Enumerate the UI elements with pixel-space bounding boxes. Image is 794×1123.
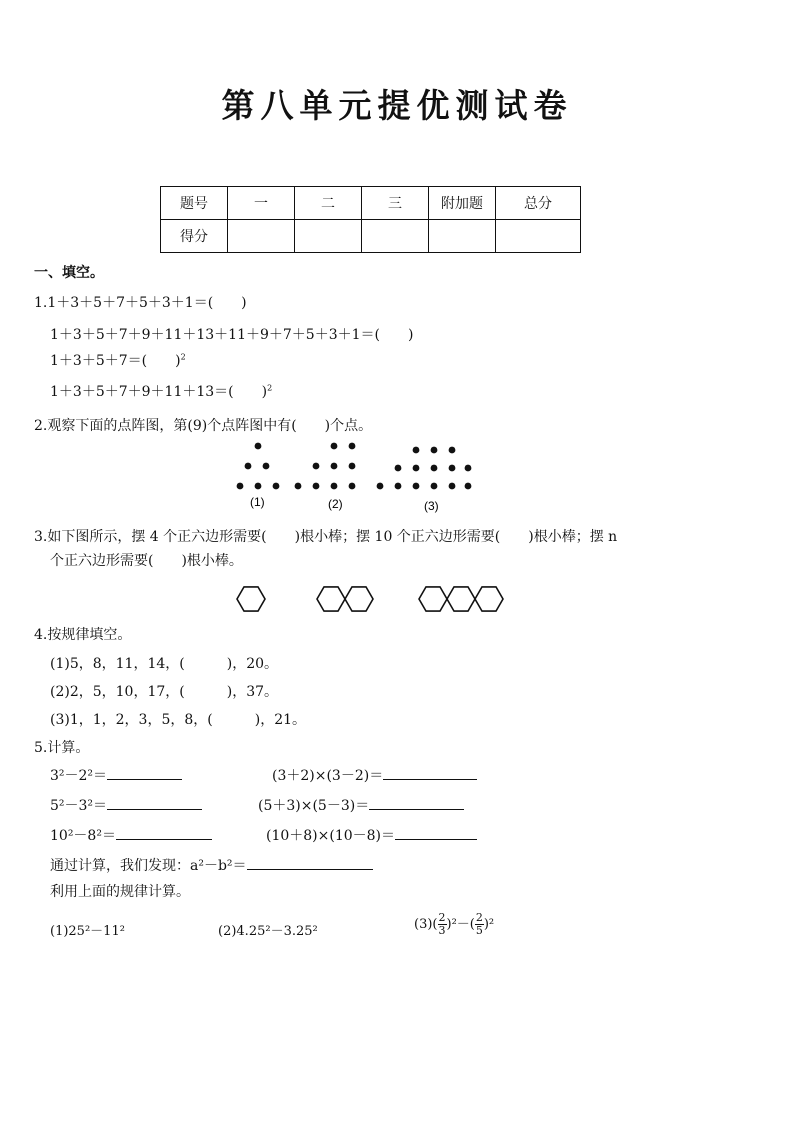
q5-problem-3 — [414, 912, 494, 937]
answer-line[interactable] — [116, 838, 212, 840]
discover-text: 通过计算，我们发现：a²－b²＝ — [50, 858, 247, 874]
dot — [395, 483, 402, 490]
dot — [313, 483, 320, 490]
hexagon — [345, 587, 373, 611]
answer-line[interactable] — [383, 778, 477, 780]
fraction — [438, 912, 447, 937]
expr-text: (3)( — [414, 917, 438, 932]
hexagon-figure — [230, 578, 520, 620]
superscript: 2 — [180, 352, 186, 362]
score-table-header-row — [161, 187, 581, 220]
figure-label: (2) — [328, 497, 343, 511]
q1-line-2: 1＋3＋5＋7＋9＋11＋13＋11＋9＋7＋5＋3＋1＝( ) — [50, 327, 414, 343]
score-cell: 总分 — [496, 187, 581, 220]
q4-item: (3)1，1，2，3，5，8，( )，21。 — [50, 712, 307, 728]
dot — [245, 463, 252, 470]
q1-line-1: 1.1＋3＋5＋7＋5＋3＋1＝( ) — [34, 295, 247, 311]
score-input-cell[interactable] — [295, 220, 362, 253]
answer-line[interactable] — [107, 808, 202, 810]
dot — [449, 483, 456, 490]
fraction-numerator: 2 — [438, 911, 446, 924]
dot — [295, 483, 302, 490]
hexagon — [475, 587, 503, 611]
q5-use: 利用上面的规律计算。 — [50, 884, 190, 900]
score-input-cell[interactable] — [496, 220, 581, 253]
dot — [349, 483, 356, 490]
dot — [413, 483, 420, 490]
fraction-denominator: 3 — [438, 924, 446, 937]
expr-text: 10²－8²＝ — [50, 828, 116, 844]
hexagon — [419, 587, 447, 611]
q4-title: 4.按规律填空。 — [34, 627, 132, 643]
q4-item: (1)5，8，11，14，( )，20。 — [50, 656, 279, 672]
figure-label: (3) — [424, 499, 439, 513]
answer-line[interactable] — [395, 838, 477, 840]
q5-problem-2: (2)4.25²－3.25² — [218, 924, 318, 939]
q1-line-3 — [50, 350, 186, 370]
dot — [449, 447, 456, 454]
expr-text: (3＋2)×(3－2)＝ — [272, 768, 384, 784]
dot — [255, 483, 262, 490]
fraction-numerator: 2 — [475, 911, 483, 924]
dot — [331, 463, 338, 470]
expr-text: 5²－3²＝ — [50, 798, 108, 814]
dot — [413, 465, 420, 472]
dot — [331, 483, 338, 490]
section-heading: 一、填空。 — [34, 265, 104, 281]
answer-line[interactable] — [247, 868, 373, 870]
q1-line-4-text: 1＋3＋5＋7＋9＋11＋13＝( ) — [50, 384, 268, 400]
q5-left-expr — [50, 825, 212, 845]
expr-text: 3²－2²＝ — [50, 768, 108, 784]
dot — [331, 443, 338, 450]
q5-right-expr — [272, 765, 477, 785]
score-cell: 三 — [362, 187, 429, 220]
dot — [431, 465, 438, 472]
figure-label: (1) — [250, 495, 265, 509]
dot — [465, 465, 472, 472]
hexagon — [237, 587, 265, 611]
fraction — [475, 912, 484, 937]
answer-line[interactable] — [369, 808, 464, 810]
page-title: 第八单元提优测试卷 — [221, 86, 573, 125]
expr-text: (5＋3)×(5－3)＝ — [258, 798, 370, 814]
q3-line-1: 3.如下图所示，摆 4 个正六边形需要( )根小棒；摆 10 个正六边形需要( )根小棒；摆 n — [34, 529, 618, 545]
expr-text: )² — [483, 917, 495, 932]
score-input-cell[interactable] — [362, 220, 429, 253]
score-table — [160, 186, 581, 253]
dot — [349, 443, 356, 450]
answer-line[interactable] — [107, 778, 182, 780]
q5-left-expr — [50, 795, 202, 815]
dot — [395, 465, 402, 472]
dot — [263, 463, 270, 470]
score-cell: 附加题 — [429, 187, 496, 220]
dot-pattern-figure — [230, 438, 490, 514]
dot — [377, 483, 384, 490]
q1-line-4 — [50, 381, 272, 401]
score-cell: 得分 — [161, 220, 228, 253]
dot — [255, 443, 262, 450]
q5-discover — [50, 855, 373, 875]
superscript: 2 — [267, 383, 273, 393]
dot — [349, 463, 356, 470]
dot — [273, 483, 280, 490]
dot — [431, 447, 438, 454]
q3-line-2: 个正六边形需要( )根小棒。 — [50, 553, 243, 569]
fraction-denominator: 5 — [475, 924, 483, 937]
score-table-score-row — [161, 220, 581, 253]
q5-problem-1: (1)25²－11² — [50, 924, 125, 939]
q1-line-3-text: 1＋3＋5＋7＝( ) — [50, 353, 181, 369]
expr-text: )²－( — [446, 917, 475, 932]
dot — [237, 483, 244, 490]
dot — [413, 447, 420, 454]
hexagon — [447, 587, 475, 611]
q5-title: 5.计算。 — [34, 740, 90, 756]
q2-text: 2.观察下面的点阵图，第(9)个点阵图中有( )个点。 — [34, 418, 373, 434]
q5-right-expr — [258, 795, 464, 815]
score-input-cell[interactable] — [228, 220, 295, 253]
dot — [449, 465, 456, 472]
score-cell: 题号 — [161, 187, 228, 220]
q4-item: (2)2，5，10，17，( )，37。 — [50, 684, 279, 700]
dot — [313, 463, 320, 470]
q5-left-expr — [50, 765, 182, 785]
hexagon — [317, 587, 345, 611]
q5-right-expr — [266, 825, 477, 845]
score-cell: 一 — [228, 187, 295, 220]
dot — [465, 483, 472, 490]
score-cell: 二 — [295, 187, 362, 220]
dot — [431, 483, 438, 490]
score-input-cell[interactable] — [429, 220, 496, 253]
expr-text: (10＋8)×(10－8)＝ — [266, 828, 396, 844]
